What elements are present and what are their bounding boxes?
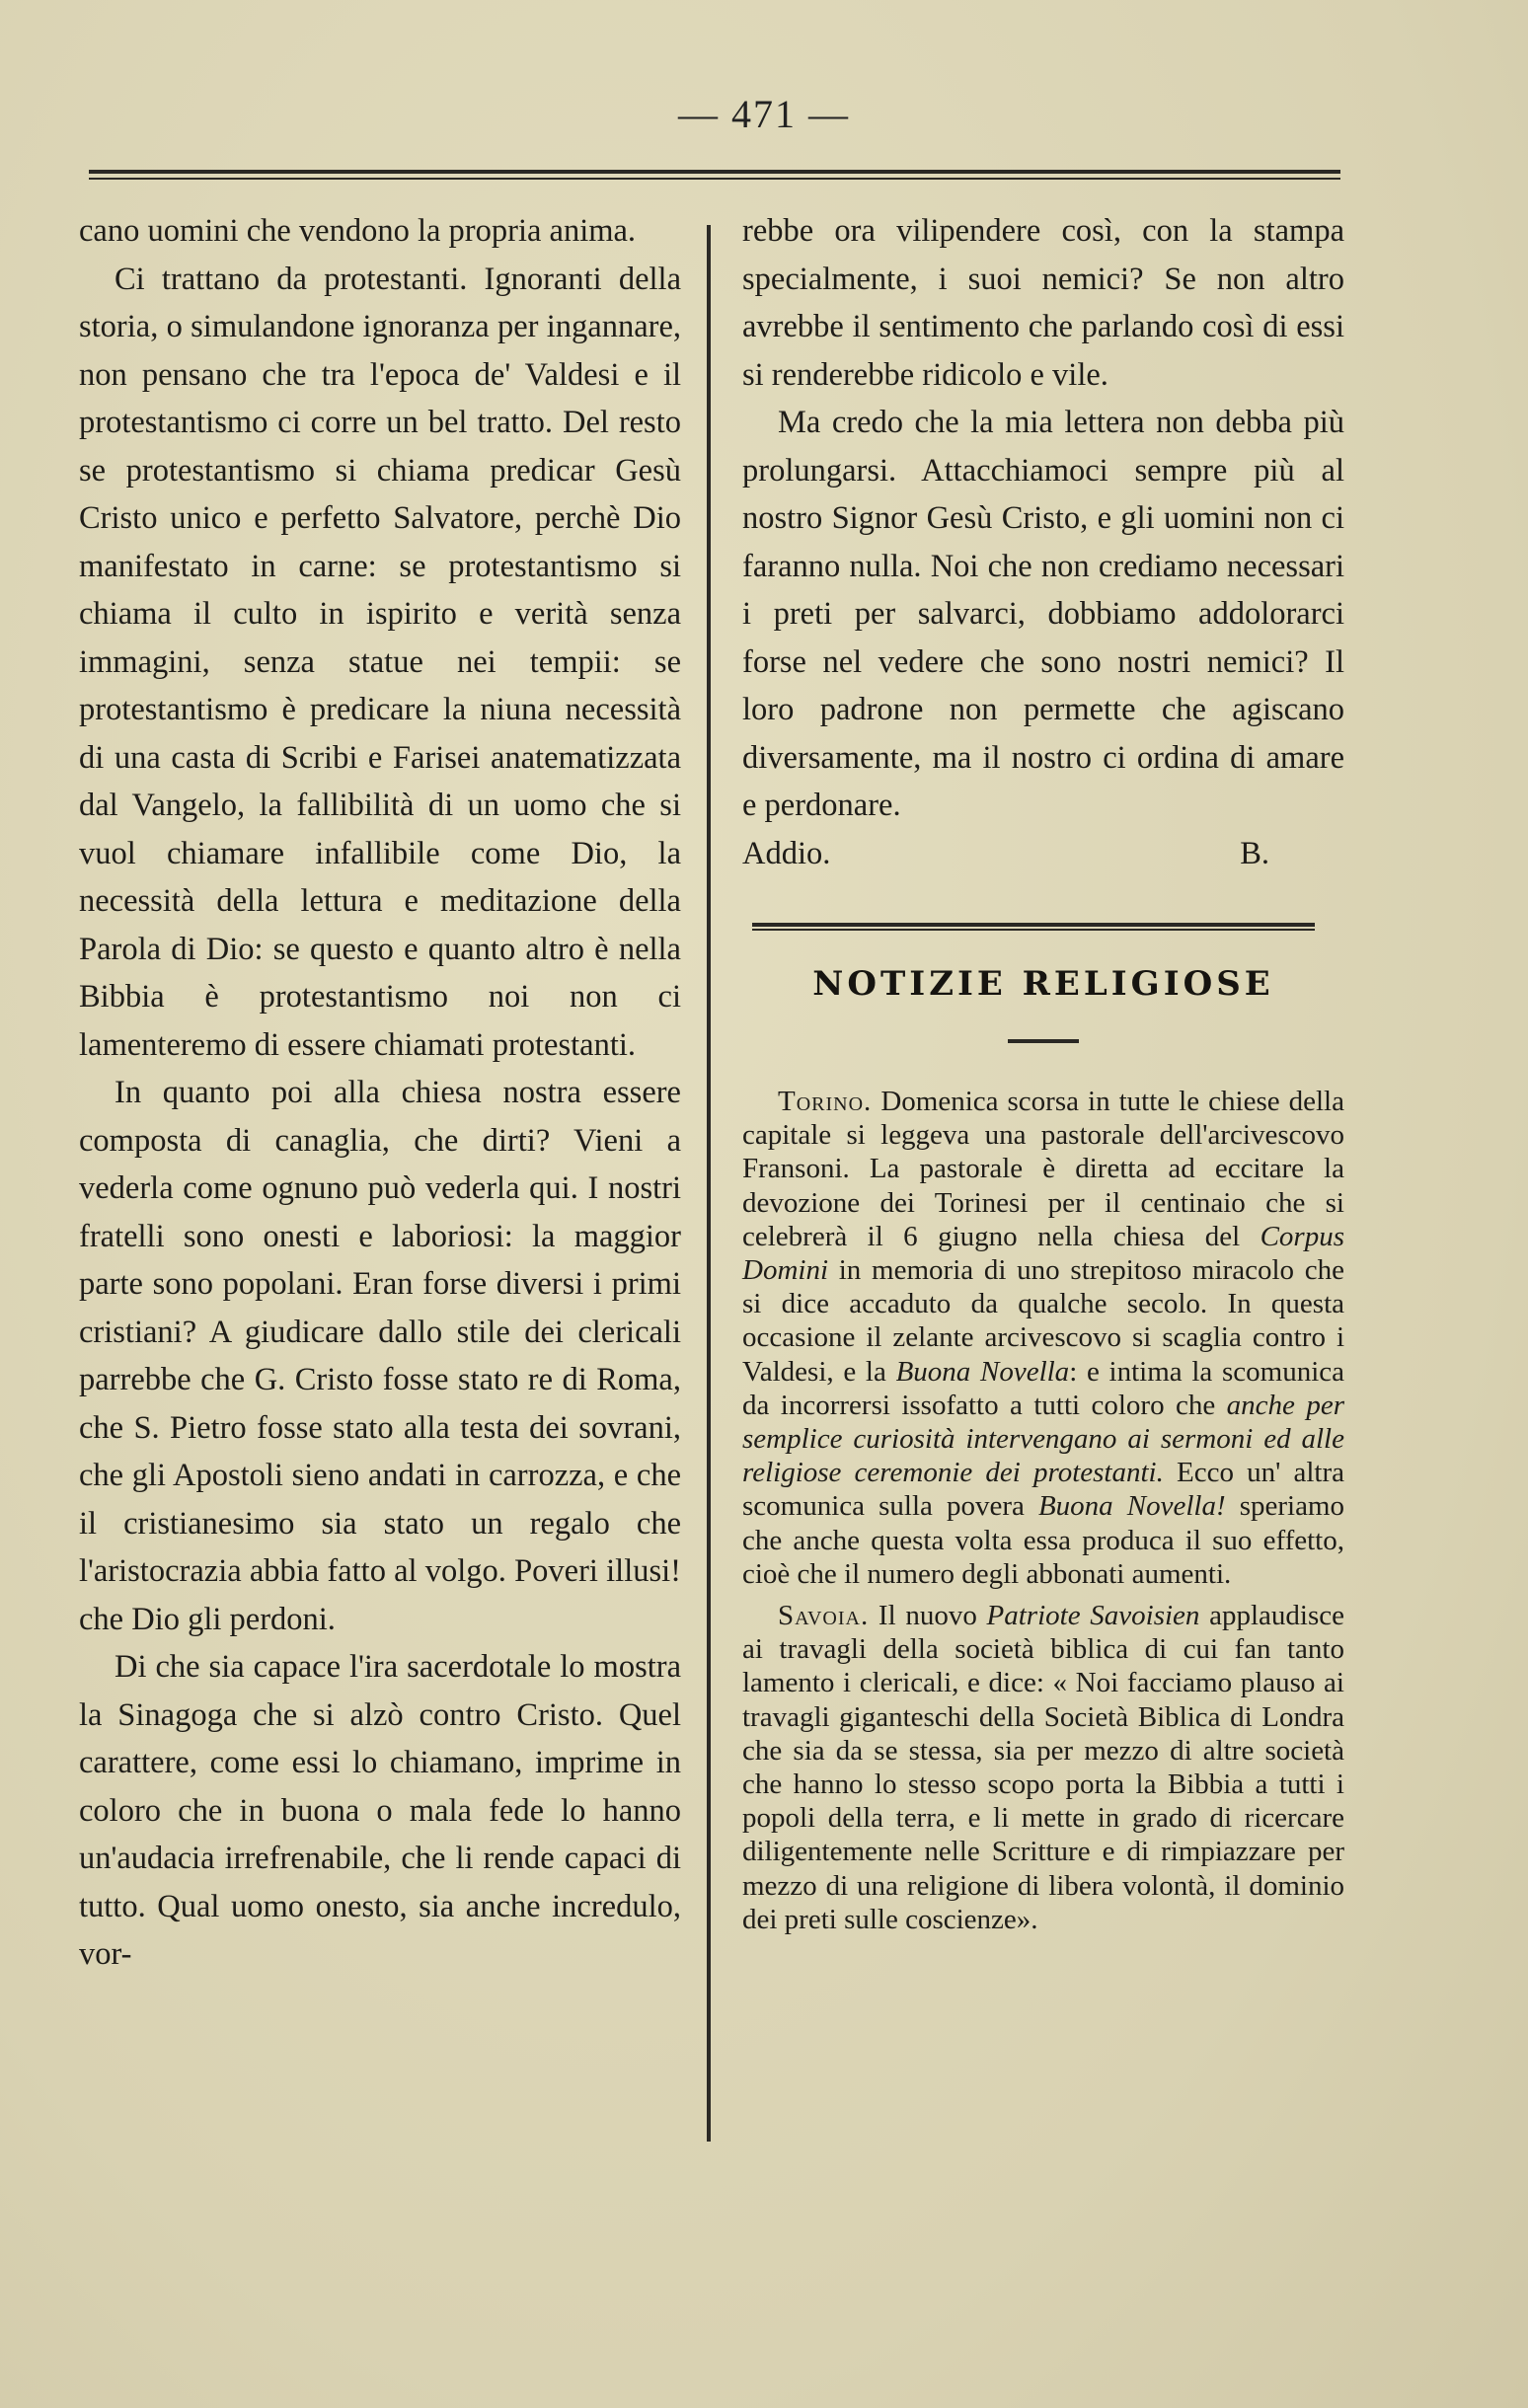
news-italic: anche per semplice curiosità intervengano ai sermoni ed alle religiose ceremonie dei protestanti.: [742, 1389, 1344, 1489]
news-text: Domenica scorsa in tutte le chiese della capitale si leggeva una pastorale dell'arcivescovo Fransoni. La pastorale è diretta ad eccitare la devozione dei Torinesi per il centinaio che si celebrerà il 6 giugno nella chiesa del: [742, 1086, 1344, 1252]
paragraph: Ci trattano da protestanti. Ignoranti della storia, o simulandone ignoranza per ingannare, non pensano che tra l'epoca de' Valdesi e il protestantismo ci corre un bel tratto. Del resto se protestantismo si chiama predicar Gesù Cristo unico e perfetto Salvatore, perchè Dio manifestato in carne: se protestantismo si chiama il culto in ispirito e verità senza immagini, senza statue nei tempii: se protestantismo è predicare la niuna necessità di una casta di Scribi e Farisei anatematizzata dal Vangelo, la fallibilità di un uomo che si vuol chiamare infallibile come Dio, la necessità della lettura e meditazione della Parola di Dio: se questo e quanto altro è nella Bibbia è protestantismo noi non ci lamenteremo di essere chiamati protestanti.: [79, 261, 681, 1063]
section-short-rule: [1008, 1039, 1079, 1043]
news-text: Il nuovo: [869, 1600, 987, 1632]
paragraph: Di che sia capace l'ira sacerdotale lo mostra la Sinagoga che si alzò contro Cristo. Quel carattere, come essi lo chiamano, imprime in coloro che in buona o mala fede lo hanno un'audacia irrefrenabile, che li rende capaci di tutto. Qual uomo onesto, sia anche incredulo, vor-: [79, 1649, 681, 1972]
news-italic: Patriote Savoisien: [986, 1600, 1200, 1632]
column-divider: [707, 225, 711, 2142]
signature: B.: [1240, 835, 1269, 871]
news-text: applaudisce ai travagli della società biblica di cui fan tanto lamento i clericali, e dice: « Noi facciamo plauso ai travagli giganteschi della Società Biblica di Londra che sia da se stessa, sia per mezzo di altre società che hanno lo stesso scopo porta la Bibbia a tutti i popoli della terra, e li mette in grado di ricercare diligentemente nelle Scritture e di rimpiazzare per mezzo di una religione di libera volontà, il dominio dei preti sulle coscienze».: [742, 1600, 1345, 1935]
news-text: in memoria di uno strepitoso miracolo che si dice accaduto da qualche secolo. In questa occasione il zelante arcivescovo si scaglia contro i Valdesi, e la: [742, 1254, 1344, 1388]
closing-text: Addio.: [742, 835, 831, 871]
news-item-torino: [742, 1085, 1344, 1591]
news-italic: Buona Novella!: [1037, 1490, 1226, 1523]
news-text: Ecco un' altra scomunica sulla povera: [742, 1457, 1344, 1523]
news-text: : e intima la scomunica da incorrersi issofatto a tutti coloro che: [742, 1355, 1344, 1421]
paragraph: In quanto poi alla chiesa nostra essere composta di canaglia, che dirti? Vieni a vederla come ognuno può vederla qui. I nostri fratelli sono onesti e laboriosi: la maggior parte sono popolani. Eran forse diversi i primi cristiani? A giudicare dallo stile dei clericali parrebbe che G. Cristo fosse stato re di Roma, che S. Pietro fosse stato alla testa dei sovrani, che gli Apostoli sieno andati in carrozza, e che il cristianesimo sia stato un regalo che l'aristocrazia abbia fatto al volgo. Poveri illusi! che Dio gli perdoni.: [79, 1075, 681, 1637]
news-place: Torino.: [778, 1086, 873, 1117]
news-italic: Buona Novella: [895, 1355, 1070, 1388]
news-italic: Corpus Domini: [742, 1220, 1344, 1287]
right-column: [742, 207, 1344, 1944]
left-column: [79, 207, 681, 1979]
paragraph: cano uomini che vendono la propria anima.: [79, 213, 637, 249]
section-rule: [752, 923, 1315, 931]
paragraph: rebbe ora vilipendere così, con la stampa specialmente, i suoi nemici? Se non altro avrebbe il sentimento che parlando così di essi si renderebbe ridicolo e vile.: [742, 213, 1344, 393]
header-rule: [89, 170, 1340, 180]
section-title: NOTIZIE RELIGIOSE: [812, 964, 1274, 1004]
news-text: speriamo che anche questa volta essa produca il suo effetto, cioè che il numero degli abbonati aumenti.: [742, 1490, 1344, 1590]
news-item-savoia: [742, 1599, 1344, 1936]
paragraph: Ma credo che la mia lettera non debba più prolungarsi. Attacchiamoci sempre più al nostro Signor Gesù Cristo, e gli uomini non ci faranno nulla. Noi che non crediamo necessari i preti per salvarci, dobbiamo addolorarci forse nel vedere che sono nostri nemici? Il loro padrone non permette che agiscano diversamente, ma il nostro ci ordina di amare e perdonare.: [742, 405, 1344, 823]
news-place: Savoia.: [778, 1600, 870, 1632]
page-number: — 471 —: [678, 92, 850, 136]
letter-closing: [742, 830, 1344, 878]
